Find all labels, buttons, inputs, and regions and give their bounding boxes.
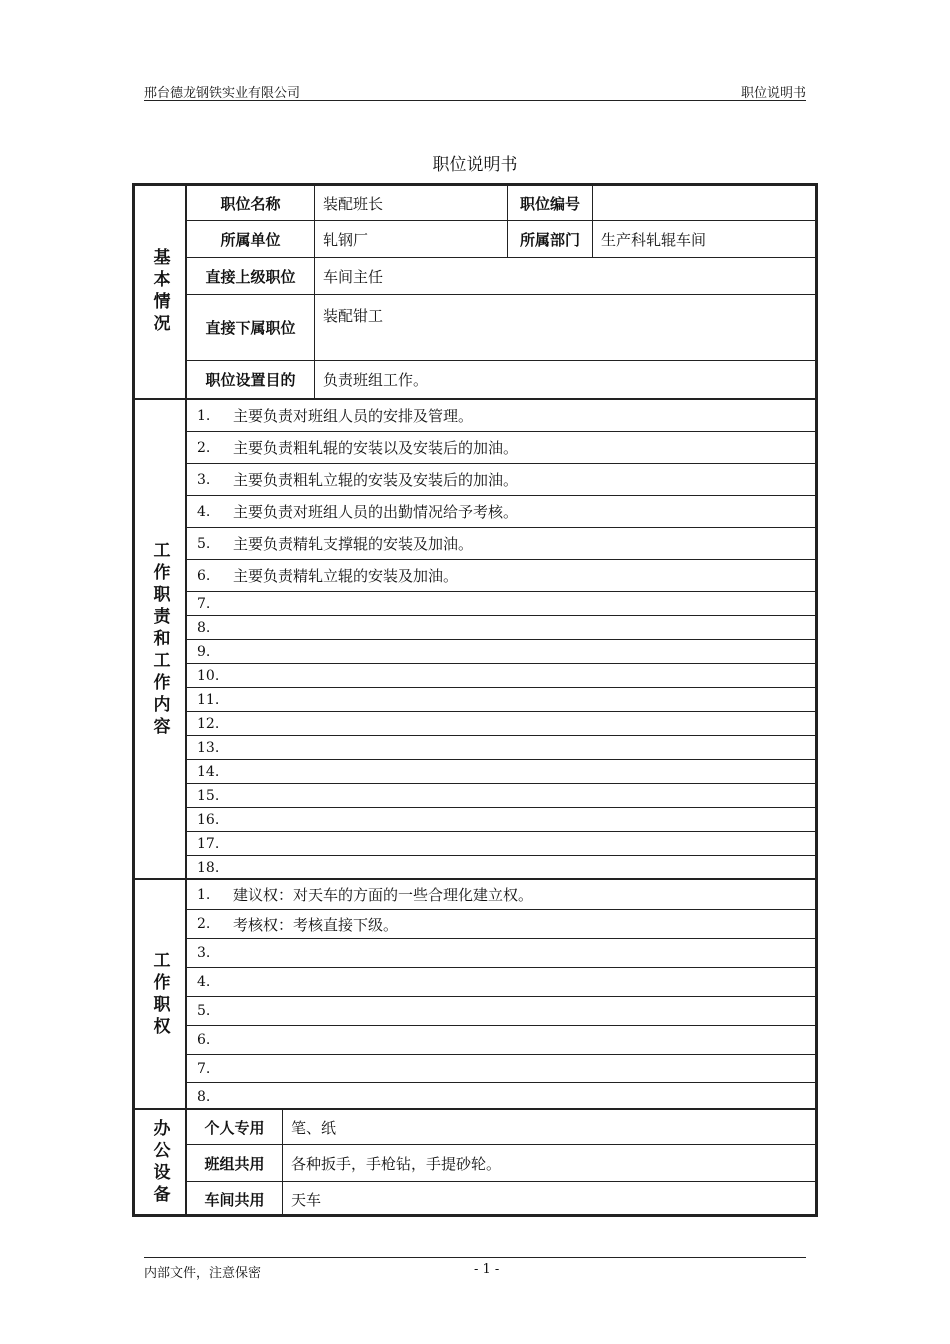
list-item-number: 11. [197,691,220,708]
list-item-number: 3. [197,945,211,961]
list-item-text: 主要负责对班组人员的安排及管理。 [233,407,474,425]
list-item-number: 12. [197,715,220,732]
list-item [187,464,815,496]
list-item-number: 18. [197,860,220,876]
page-title: 职位说明书 [432,155,518,175]
list-item-number: 10. [197,667,220,684]
value-position-name: 装配班长 [315,186,508,220]
row-purpose [187,361,815,398]
list-item-text: 主要负责粗轧立辊的安装及安装后的加油。 [233,471,519,489]
row-subordinate [187,295,815,361]
header-doc-type: 职位说明书 [740,86,806,101]
list-item-number: 2. [197,916,211,932]
row-team-equipment [187,1145,815,1182]
list-item [187,1083,815,1110]
list-item-number: 8. [197,619,211,636]
label-position-code: 职位编号 [508,186,593,220]
list-item [187,939,815,968]
list-item-text: 主要负责粗轧辊的安装以及安装后的加油。 [233,439,519,457]
list-item-number: 5. [197,1003,211,1019]
list-item [187,808,815,832]
section-label-authority: 工作职权 [135,880,187,1110]
list-item-number: 6. [197,1032,211,1048]
list-item [187,400,815,432]
list-item-number: 17. [197,835,220,852]
label-team-equipment: 班组共用 [187,1145,283,1181]
company-name: 邢台德龙钢铁实业有限公司 [144,86,301,101]
list-item [187,736,815,760]
list-item-number: 3. [197,471,211,488]
section-authority [135,878,815,1110]
list-item [187,910,815,939]
value-workshop-equipment: 天车 [291,1190,322,1209]
section-label-duties: 工作职责和工作内容 [135,400,187,880]
list-item [187,664,815,688]
job-description-table [132,183,818,1217]
row-personal-equipment [187,1110,815,1145]
value-position-code [593,186,815,220]
list-item [187,856,815,880]
list-item [187,688,815,712]
list-item [187,1026,815,1055]
list-item-number: 7. [197,1060,211,1077]
label-superior: 直接上级职位 [187,258,315,294]
list-item [187,616,815,640]
list-item [187,712,815,736]
list-item-number: 9. [197,643,211,660]
label-unit: 所属单位 [187,221,315,257]
label-purpose: 职位设置目的 [187,361,315,398]
list-item [187,760,815,784]
list-item-number: 5. [197,535,211,552]
list-item-number: 15. [197,787,220,804]
value-team-equipment: 各种扳手，手枪钻，手提砂轮。 [291,1154,502,1173]
list-item-number: 8. [197,1088,211,1105]
list-item-number: 7. [197,595,211,612]
row-unit [187,221,815,258]
value-superior: 车间主任 [323,267,384,286]
label-personal-equipment: 个人专用 [187,1110,283,1144]
list-item [187,528,815,560]
page-header [144,82,806,101]
section-equipment [135,1108,815,1216]
list-item [187,997,815,1026]
list-item [187,592,815,616]
section-duties [135,398,815,880]
confidential-note: 内部文件，注意保密 [144,1266,262,1281]
row-position-name [187,186,815,221]
list-item-text: 建议权：对天车的方面的一些合理化建立权。 [233,886,534,904]
list-item-text: 考核权：考核直接下级。 [233,915,399,934]
list-item [187,432,815,464]
value-dept: 生产科轧辊车间 [601,230,707,249]
list-item-number: 6. [197,567,211,584]
list-item-number: 1. [197,407,211,424]
label-position-name: 职位名称 [187,186,315,220]
section-basic [135,186,815,398]
list-item [187,880,815,910]
list-item-number: 1. [197,886,211,903]
list-item-text: 主要负责精轧立辊的安装及加油。 [233,567,459,585]
list-item [187,968,815,997]
row-superior [187,258,815,295]
list-item [187,496,815,528]
list-item-number: 4. [197,503,211,520]
list-item [187,640,815,664]
list-item-number: 4. [197,974,211,990]
list-item-number: 2. [197,439,211,456]
list-item-text: 主要负责精轧支撑辊的安装及加油。 [233,535,474,553]
value-personal-equipment: 笔、纸 [291,1118,337,1137]
value-subordinate: 装配钳工 [323,307,384,325]
list-item-number: 13. [197,739,220,756]
section-label-equipment: 办公设备 [135,1110,187,1216]
list-item-number: 16. [197,811,220,828]
label-dept: 所属部门 [508,221,593,257]
label-workshop-equipment: 车间共用 [187,1182,283,1216]
list-item [187,560,815,592]
list-item-text: 主要负责对班组人员的出勤情况给予考核。 [233,503,519,521]
value-purpose: 负责班组工作。 [323,371,429,389]
list-item [187,1055,815,1083]
list-item-number: 14. [197,763,220,780]
value-unit: 轧钢厂 [315,221,508,257]
label-subordinate: 直接下属职位 [187,295,315,360]
page-footer [144,1257,806,1282]
list-item [187,784,815,808]
section-label-basic: 基本情况 [135,186,187,398]
row-workshop-equipment [187,1182,815,1216]
page-number: - 1 - [474,1262,500,1277]
list-item [187,832,815,856]
